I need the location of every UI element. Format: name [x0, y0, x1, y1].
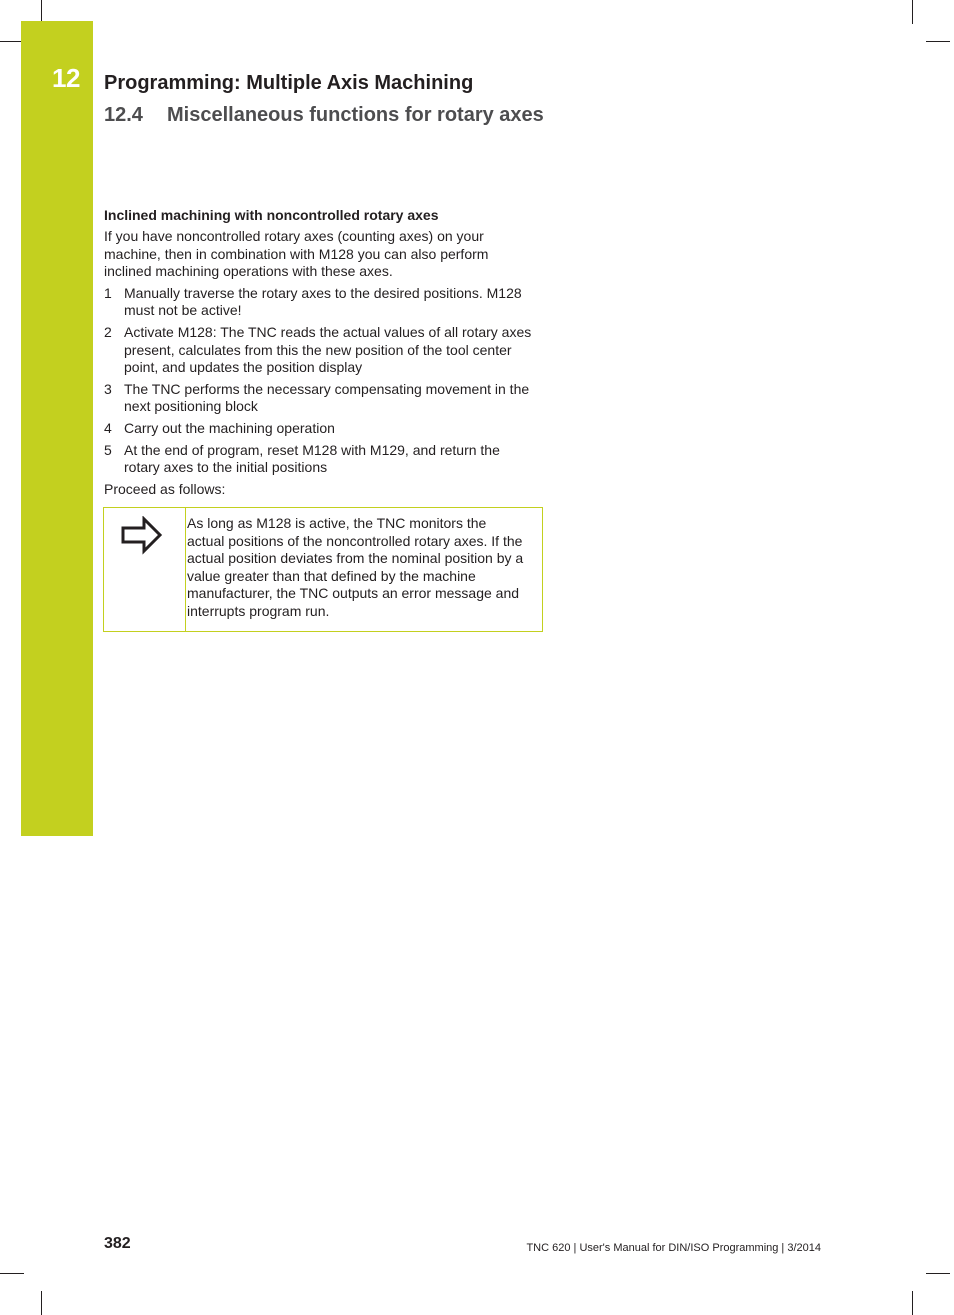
list-item: [104, 285, 534, 320]
chapter-number: 12: [52, 63, 80, 93]
step-text: Activate M128: The TNC reads the actual values of all rotary axes present, calculates from this the new position of the tool center point, and updates the position display: [124, 323, 532, 376]
chapter-title: Programming: Multiple Axis Machining: [104, 72, 474, 94]
intro-paragraph: If you have noncontrolled rotary axes (counting axes) on your machine, then in combination with M128 you can also perform inclined machining operations with these axes.: [104, 228, 489, 280]
step-number: 3: [104, 380, 112, 397]
list-item: [104, 420, 534, 438]
arrow-right-icon: [120, 516, 164, 556]
step-number: 2: [104, 323, 112, 340]
crop-mark: [926, 41, 950, 42]
sub-heading: Inclined machining with noncontrolled rotary axes: [104, 207, 439, 223]
crop-mark: [41, 1291, 42, 1315]
step-text: The TNC performs the necessary compensating movement in the next positioning block: [124, 380, 530, 415]
note-divider: [185, 508, 186, 631]
steps-list: [104, 285, 534, 477]
step-number: 4: [104, 419, 112, 436]
section-number: 12.4: [104, 104, 143, 126]
step-text: At the end of program, reset M128 with M129, and return the rotary axes to the initial positions: [124, 441, 500, 476]
list-item: [104, 381, 534, 416]
crop-mark: [0, 1273, 24, 1274]
step-text: Carry out the machining operation: [124, 419, 335, 436]
main-content: [104, 206, 534, 502]
section-title: Miscellaneous functions for rotary axes: [167, 104, 544, 126]
crop-mark: [912, 1291, 913, 1315]
section-heading: [104, 104, 544, 127]
chapter-sidebar: [21, 21, 93, 836]
note-text: As long as M128 is active, the TNC monitors the actual positions of the noncontrolled rotary axes. If the actual position deviates from the nominal position by a value greater than that defined by the machine manufacturer, the TNC outputs an error message and interrupts program run.: [187, 515, 524, 619]
outro-paragraph: Proceed as follows:: [104, 480, 226, 497]
step-text: Manually traverse the rotary axes to the desired positions. M128 must not be active!: [124, 284, 522, 319]
footer-text: TNC 620 | User's Manual for DIN/ISO Programming | 3/2014: [526, 1242, 821, 1254]
page-number: 382: [104, 1235, 131, 1252]
list-item: [104, 442, 534, 477]
step-number: 1: [104, 284, 112, 301]
list-item: [104, 324, 534, 377]
crop-mark: [926, 1273, 950, 1274]
step-number: 5: [104, 441, 112, 458]
note-box: [103, 507, 543, 632]
crop-mark: [912, 0, 913, 24]
